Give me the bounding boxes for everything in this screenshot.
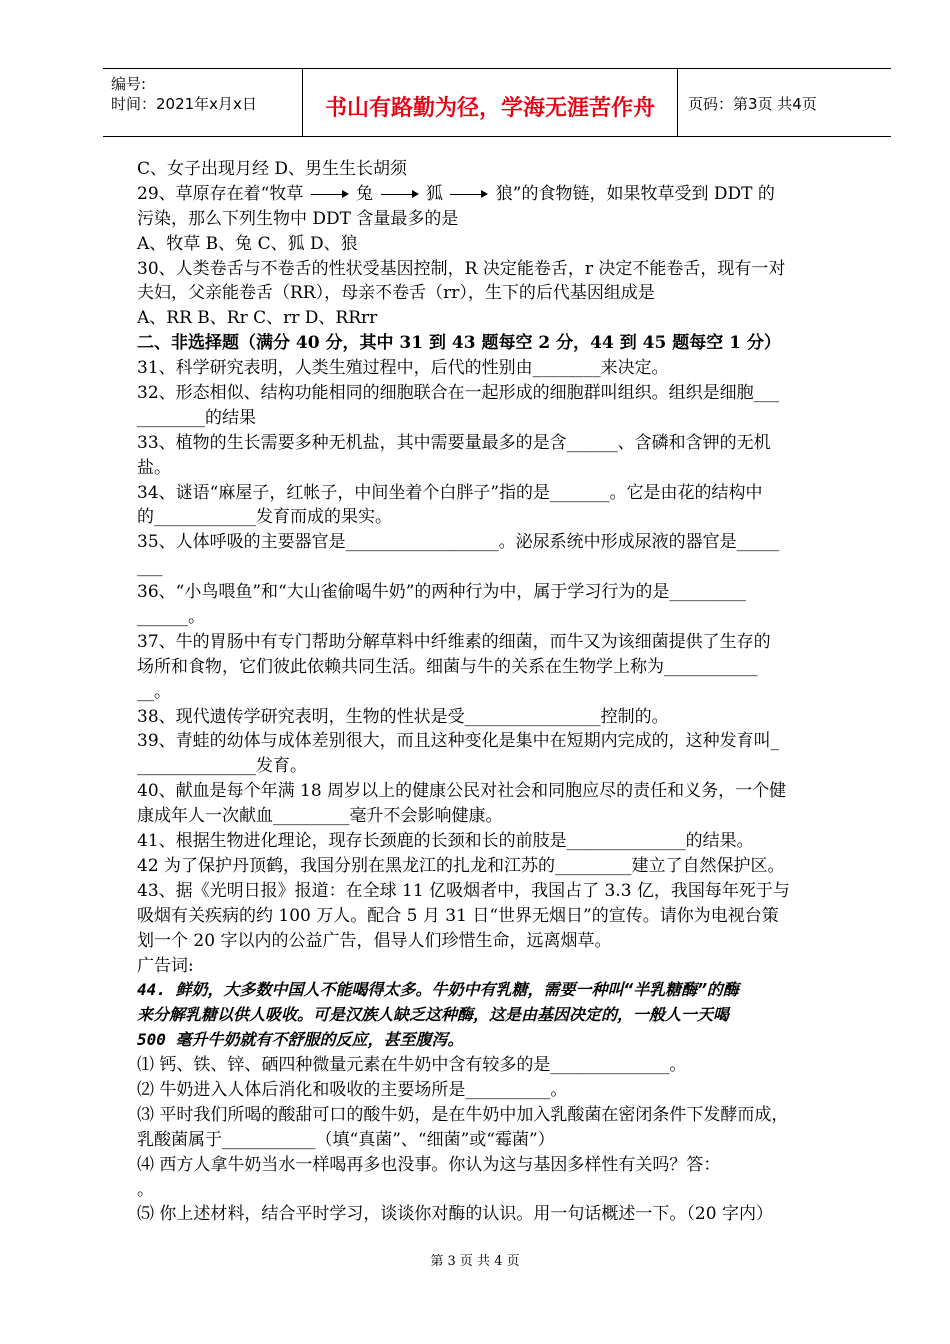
text-fragment: 狼”的食物链，如果牧草受到 DDT 的 — [495, 183, 775, 204]
text-line: 盐。 — [137, 457, 171, 478]
text-line: 康成年人一次献血_________毫升不会影响健康。 — [137, 806, 503, 827]
text-line: 。 — [137, 1179, 154, 1200]
text-line: 38、现代遗传学研究表明，生物的性状是受________________控制的。 — [137, 706, 669, 727]
text-line: ___ — [137, 557, 163, 578]
text-line: __。 — [137, 681, 171, 702]
text-line: 34、谜语“麻屋子，红帐子，中间坐着个白胖子”指的是_______。它是由花的结构中 — [137, 482, 763, 503]
text-line: A、牧草 B、兔 C、狐 D、狼 — [137, 233, 358, 254]
text-line: ______。 — [137, 607, 205, 628]
text-line: 32、形态相似、结构功能相同的细胞联合在一起形成的细胞群叫组织。组织是细胞___ — [137, 383, 780, 404]
text-line: 33、植物的生长需要多种无机盐，其中需要量最多的是含______、含磷和含钾的无机 — [137, 432, 771, 453]
page-label: 页码：第3页 共4页 — [688, 95, 817, 113]
question-29-line — [137, 182, 862, 207]
passage-line: 来分解乳糖以供人吸收。可是汉族人缺乏这种酶，这是由基因决定的，一般人一天喝 — [137, 1005, 730, 1025]
text-line: 36、“小鸟喂鱼”和“大山雀偷喝牛奶”的两种行为中，属于学习行为的是_________ — [137, 582, 746, 603]
section-heading: 二、非选择题（满分 40 分，其中 31 到 43 题每空 2 分，44 到 45 题每空 1 分） — [137, 333, 781, 354]
text-line: ______________发育。 — [137, 756, 307, 777]
text-line: 41、根据生物进化理论，现存长颈鹿的长颈和长的前肢是______________的结果。 — [137, 831, 754, 852]
exam-content — [137, 157, 862, 1227]
header-motto-cell — [303, 69, 678, 136]
text-line: ⑷ 西方人拿牛奶当水一样喝再多也没事。你认为这与基因多样性有关吗？答： — [137, 1154, 721, 1175]
number-label: 编号: — [111, 75, 147, 93]
text-line: 35、人体呼吸的主要器官是__________________。泌尿系统中形成尿液的器官是_____ — [137, 532, 780, 553]
text-line: 39、青蛙的幼体与成体差别很大，而且这种变化是集中在短期内完成的，这种发育叫_ — [137, 731, 780, 752]
page-header — [103, 68, 891, 137]
text-line: ⑵ 牛奶进入人体后消化和吸收的主要场所是__________。 — [137, 1079, 568, 1100]
text-line: 30、人类卷舌与不卷舌的性状受基因控制，R 决定能卷舌，r 决定不能卷舌，现有一对 — [137, 258, 786, 279]
text-line: 43、据《光明日报》报道：在全球 11 亿吸烟者中，我国占了 3.3 亿，我国每年死于与 — [137, 880, 790, 901]
arrow-right-icon — [450, 189, 488, 199]
text-line: 吸烟有关疾病的约 100 万人。配合 5 月 31 日“世界无烟日”的宣传。请你为电视台策 — [137, 905, 779, 926]
time-label: 时间：2021年x月x日 — [111, 95, 257, 113]
text-line: 场所和食物，它们彼此依赖共同生活。细菌与牛的关系在生物学上称为___________ — [137, 656, 758, 677]
text-line: 42 为了保护丹顶鹤，我国分别在黑龙江的扎龙和江苏的_________建立了自然保护区。 — [137, 855, 785, 876]
arrow-right-icon — [311, 189, 349, 199]
text-fragment: 29、草原存在着“牧草 — [137, 183, 304, 204]
text-line: ⑶ 平时我们所喝的酸甜可口的酸牛奶，是在牛奶中加入乳酸菌在密闭条件下发酵而成， — [137, 1104, 789, 1125]
text-line: 37、牛的胃肠中有专门帮助分解草料中纤维素的细菌，而牛又为该细菌提供了生存的 — [137, 631, 771, 652]
text-fragment: 狐 — [425, 183, 443, 204]
header-info-cell — [103, 69, 303, 136]
text-line: C、女子出现月经 D、男生生长胡须 — [137, 159, 408, 179]
passage-line: 44. 鲜奶，大多数中国人不能喝得太多。牛奶中有乳糖，需要一种叫“半乳糖酶”的酶 — [137, 980, 739, 1000]
text-line: 乳酸菌属于___________（填“真菌”、“细菌”或“霉菌”） — [137, 1129, 555, 1150]
arrow-right-icon — [381, 189, 419, 199]
text-line: 划一个 20 字以内的公益广告，倡导人们珍惜生命，远离烟草。 — [137, 930, 612, 951]
text-line: ⑴ 钙、铁、锌、硒四种微量元素在牛奶中含有较多的是______________。 — [137, 1055, 687, 1076]
header-page-cell — [678, 69, 890, 136]
text-line: 31、科学研究表明，人类生殖过程中，后代的性别由________来决定。 — [137, 358, 669, 379]
passage-line: 500 毫升牛奶就有不舒服的反应，甚至腹泻。 — [137, 1030, 464, 1050]
text-line: 广告词: — [137, 955, 194, 976]
text-line: ⑸ 你上述材料，结合平时学习，谈谈你对酶的认识。用一句话概述一下。（20 字内） — [137, 1204, 773, 1225]
text-line: A、RR B、Rr C、rr D、RRrr — [137, 308, 378, 329]
text-line: 的____________发育而成的果实。 — [137, 507, 392, 528]
text-fragment: 兔 — [356, 183, 374, 204]
motto-text: 书山有路勤为径，学海无涯苦作舟 — [324, 96, 655, 121]
text-line: 污染，那么下列生物中 DDT 含量最多的是 — [137, 208, 459, 229]
text-line: 夫妇，父亲能卷舌（RR），母亲不卷舌（rr），生下的后代基因组成是 — [137, 283, 655, 304]
text-line: 40、献血是每个年满 18 周岁以上的健康公民对社会和同胞应尽的责任和义务，一个健 — [137, 781, 787, 802]
text-line: ________的结果 — [137, 407, 256, 428]
page-footer: 第 3 页 共 4 页 — [430, 1254, 520, 1269]
